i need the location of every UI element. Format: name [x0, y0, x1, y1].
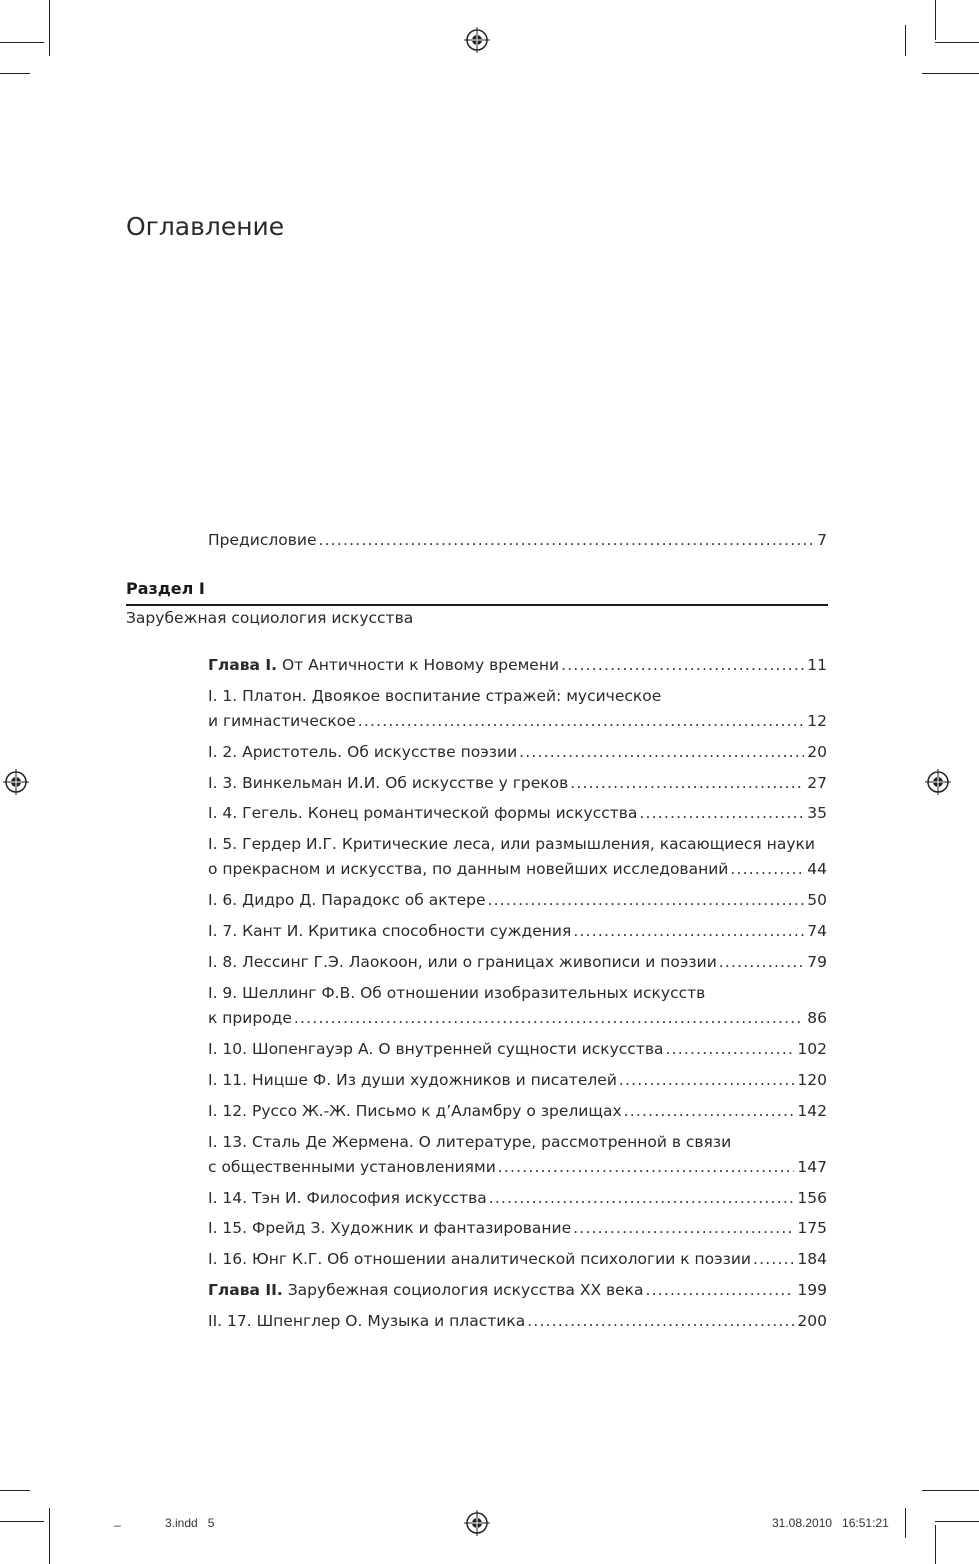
- slug-marker: _: [114, 1513, 121, 1527]
- dot-leader: [646, 1280, 795, 1300]
- crop-mark-top-right-h2: [922, 73, 979, 74]
- toc-entry-text: I. 11. Ницше Ф. Из души художников и писателей: [208, 1071, 617, 1089]
- toc-entry-page: 175: [797, 1219, 827, 1237]
- toc-entry-page: 200: [797, 1312, 827, 1330]
- dot-leader: [619, 1070, 795, 1090]
- toc-entry-line1: I. 13. Сталь Де Жермена. О литературе, рассмотренной в связи: [208, 1133, 732, 1151]
- toc-entry: [208, 1280, 827, 1300]
- toc-entry-text: к природе: [208, 1009, 292, 1027]
- toc-entry-text: о прекрасном и искусства, по данным новейших исследований: [208, 860, 729, 878]
- toc-entry-page: 27: [807, 774, 827, 792]
- toc-entry-page: 20: [807, 743, 827, 761]
- toc-entry-text: I. 8. Лессинг Г.Э. Лаокоон, или о границах живописи и поэзии: [208, 953, 717, 971]
- toc-entry-text: I. 7. Кант И. Критика способности суждения: [208, 922, 572, 940]
- toc-entry: [208, 952, 827, 972]
- toc-entry: [208, 773, 827, 793]
- dot-leader: [488, 890, 805, 910]
- toc-entry: [208, 1311, 827, 1331]
- crop-mark-top-right-h: [935, 42, 979, 43]
- toc-entry-page: 50: [807, 891, 827, 909]
- dot-leader: [639, 803, 804, 823]
- dot-leader: [573, 1218, 794, 1238]
- toc-entry: [208, 655, 827, 675]
- toc-entry-page: 156: [797, 1189, 827, 1207]
- toc-entry-page: 102: [797, 1040, 827, 1058]
- toc-entry-page: 11: [807, 656, 827, 674]
- registration-mark-right-icon: [925, 769, 951, 795]
- dot-leader: [730, 859, 804, 879]
- toc-entry-page: 12: [807, 712, 827, 730]
- crop-mark-bottom-left-h: [0, 1490, 30, 1491]
- registration-mark-top-icon: [464, 27, 490, 53]
- dot-leader: [527, 1311, 794, 1331]
- toc-entry: [208, 1249, 827, 1269]
- toc-entry: [208, 859, 827, 879]
- crop-mark-bottom-right-v: [905, 1508, 906, 1538]
- crop-mark-top-left-v: [49, 0, 50, 56]
- section-divider: [126, 604, 828, 606]
- toc-entry-page: 120: [797, 1071, 827, 1089]
- chapter-label: Глава II.: [208, 1281, 283, 1299]
- dot-leader: [489, 1188, 795, 1208]
- dot-leader: [294, 1008, 804, 1028]
- toc-entry: [208, 1218, 827, 1238]
- toc-entry-text: I. 10. Шопенгауэр А. О внутренней сущности искусства: [208, 1040, 664, 1058]
- toc-entry: [208, 921, 827, 941]
- crop-mark-top-left-h2: [0, 73, 30, 74]
- dot-leader: [719, 952, 804, 972]
- dot-leader: [573, 921, 804, 941]
- dot-leader: [519, 742, 804, 762]
- crop-mark-bottom-left-h2: [0, 1521, 44, 1522]
- toc-entry: [208, 803, 827, 823]
- toc-entry-text: I. 3. Винкельман И.И. Об искусстве у греков: [208, 774, 569, 792]
- toc-entry-text: I. 15. Фрейд З. Художник и фантазирование: [208, 1219, 572, 1237]
- toc-entry-line1: I. 9. Шеллинг Ф.В. Об отношении изобразительных искусств: [208, 984, 706, 1002]
- toc-entry-line1: I. 5. Гердер И.Г. Критические леса, или размышления, касающиеся науки: [208, 835, 815, 853]
- toc-entry-text: I. 6. Дидро Д. Парадокс об актере: [208, 891, 486, 909]
- chapter-label: Глава I.: [208, 656, 278, 674]
- crop-mark-bottom-right-v2: [935, 1525, 936, 1564]
- toc-entry-text: II. 17. Шпенглер О. Музыка и пластика: [208, 1312, 526, 1330]
- toc-entry-page: 44: [807, 860, 827, 878]
- toc-entry: [208, 1157, 827, 1177]
- crop-mark-top-left-h: [0, 42, 44, 43]
- toc-entry: [208, 1070, 827, 1090]
- section-subtitle: Зарубежная социология искусства: [126, 609, 414, 627]
- dot-leader: [666, 1039, 795, 1059]
- crop-mark-bottom-left-v: [49, 1508, 50, 1564]
- chapter-title: От Античности к Новому времени: [277, 656, 560, 674]
- toc-entry: [208, 1101, 827, 1121]
- dot-leader: [318, 530, 814, 550]
- chapter-title: Зарубежная социология искусства XX века: [282, 1281, 644, 1299]
- toc-entry-page: 184: [797, 1250, 827, 1268]
- dot-leader: [753, 1249, 794, 1269]
- toc-entry: [208, 1008, 827, 1028]
- toc-entry: [208, 1039, 827, 1059]
- registration-mark-bottom-icon: [464, 1510, 490, 1536]
- toc-entry-text: I. 12. Руссо Ж.-Ж. Письмо к д’Аламбру о зрелищах: [208, 1102, 622, 1120]
- toc-entry-text: с общественными установлениями: [208, 1158, 496, 1176]
- toc-entry: [208, 1188, 827, 1208]
- toc-entry-page: 79: [807, 953, 827, 971]
- registration-mark-left-icon: [3, 769, 29, 795]
- toc-entry-page: 35: [807, 804, 827, 822]
- dot-leader: [561, 655, 804, 675]
- toc-entry-preface: [208, 530, 827, 550]
- crop-mark-top-right-v2: [935, 0, 936, 40]
- toc-entry-text: и гимнастическое: [208, 712, 356, 730]
- toc-entry-text: [208, 1280, 644, 1300]
- toc-entry-page: 7: [817, 531, 827, 549]
- dot-leader: [498, 1157, 795, 1177]
- toc-entry: [208, 890, 827, 910]
- dot-leader: [570, 773, 804, 793]
- toc-entry-text: I. 16. Юнг К.Г. Об отношении аналитической психологии к поэзии: [208, 1250, 751, 1268]
- toc-entry-line1: I. 1. Платон. Двоякое воспитание стражей: мусическое: [208, 687, 662, 705]
- page-title: Оглавление: [126, 212, 285, 241]
- toc-entry-page: 142: [797, 1102, 827, 1120]
- crop-mark-top-right-v: [905, 25, 906, 56]
- slug-timestamp: 31.08.2010 16:51:21: [772, 1516, 889, 1530]
- toc-entry-page: 199: [797, 1281, 827, 1299]
- crop-mark-bottom-right-h: [922, 1490, 979, 1491]
- crop-mark-bottom-right-h2: [935, 1521, 979, 1522]
- toc-entry-page: 74: [807, 922, 827, 940]
- toc-entry-text: Предисловие: [208, 531, 317, 549]
- toc-entry-page: 147: [797, 1158, 827, 1176]
- toc-entry-text: I. 2. Аристотель. Об искусстве поэзии: [208, 743, 518, 761]
- section-label: Раздел I: [126, 579, 205, 598]
- toc-entry-text: [208, 655, 559, 675]
- dot-leader: [358, 711, 805, 731]
- toc-entry-page: 86: [807, 1009, 827, 1027]
- toc-entry: [208, 711, 827, 731]
- toc-entry: [208, 742, 827, 762]
- toc-entry-text: I. 4. Гегель. Конец романтической формы искусства: [208, 804, 638, 822]
- slug-filename: 3.indd 5: [165, 1516, 215, 1530]
- toc-entry-text: I. 14. Тэн И. Философия искусства: [208, 1189, 487, 1207]
- dot-leader: [624, 1101, 795, 1121]
